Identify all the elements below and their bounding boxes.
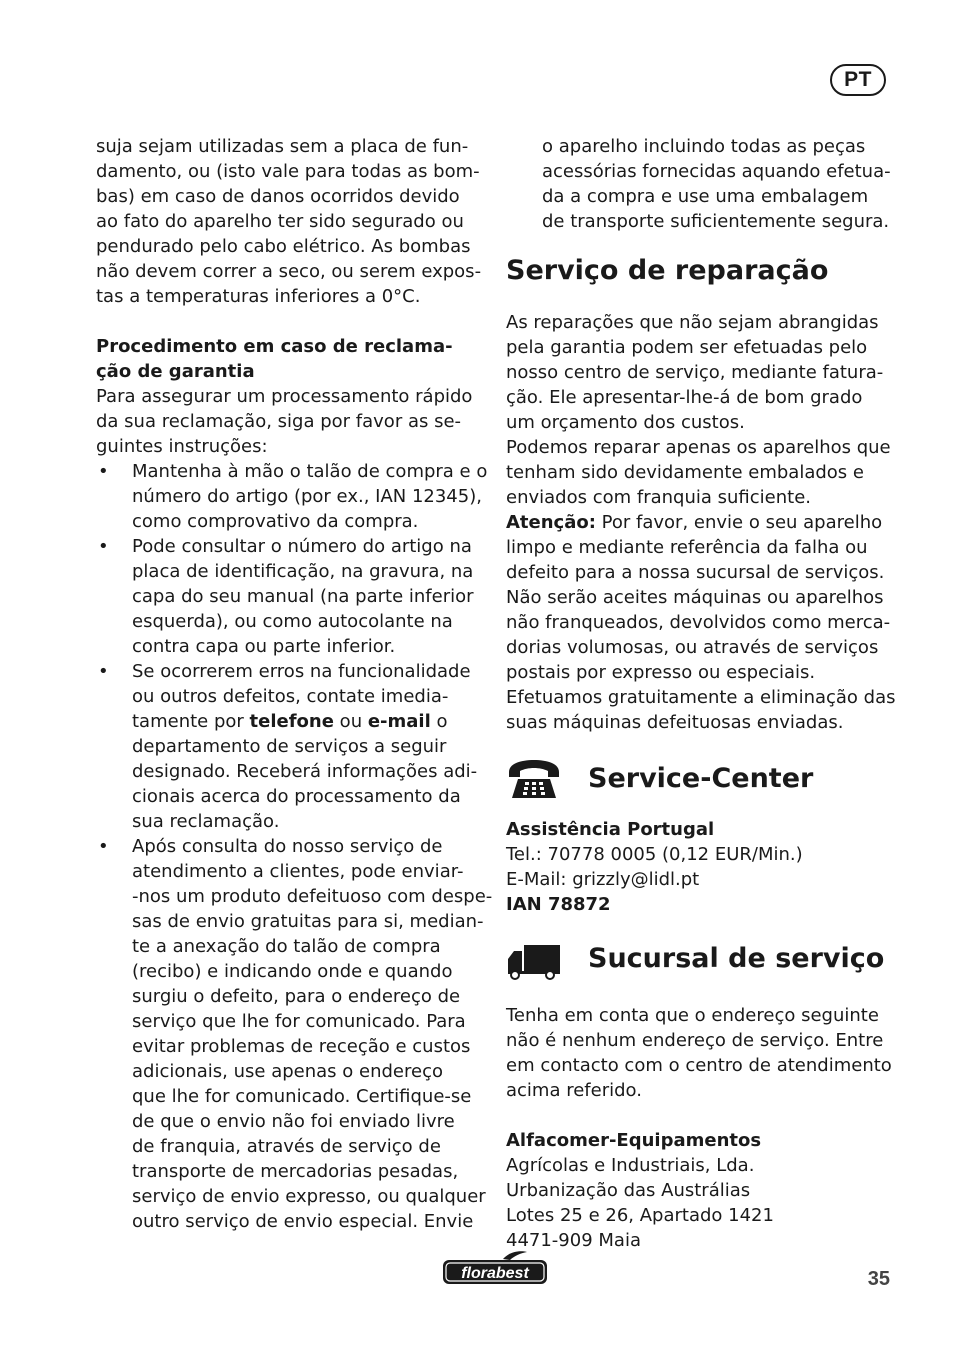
address-line: 4471-909 Maia (506, 1230, 641, 1251)
text-line: cionais acerca do processamento da (132, 786, 461, 807)
text-line: Não serão aceites máquinas ou aparelhos (506, 587, 884, 608)
text-line: guintes instruções: (96, 436, 268, 457)
claim-procedure-intro (96, 384, 484, 459)
text-line: capa do seu manual (na parte inferior (132, 586, 474, 607)
text-fragment: ou (333, 711, 368, 732)
heading-line: ção de garantia (96, 361, 255, 382)
text-line: bas) em caso de danos ocorridos devido (96, 186, 460, 207)
phone-label: telefone (249, 711, 334, 732)
text-line: enviados com franquia suficiente. (506, 487, 811, 508)
text-line: de que o envio não foi enviado livre (132, 1111, 455, 1132)
list-item (96, 534, 484, 659)
claim-procedure-heading (96, 334, 484, 384)
service-branch-header (506, 937, 894, 981)
text-line: -nos um produto defeituoso com despe- (132, 886, 493, 907)
text-line: em contacto com o centro de atendimento (506, 1055, 892, 1076)
assistance-name: Assistência Portugal (506, 819, 715, 840)
service-center-header (506, 757, 894, 801)
text-line: adicionais, use apenas o endereço (132, 1061, 443, 1082)
text-line: outro serviço de envio especial. Envie (132, 1211, 474, 1232)
repair-service-heading: Serviço de reparação (506, 255, 829, 286)
address-line: Urbanização das Austrálias (506, 1180, 751, 1201)
text-line: ou outros defeitos, contate imedia- (132, 686, 449, 707)
text-line: damento, ou (isto vale para todas as bom- (96, 161, 480, 182)
email-address: E-Mail: grizzly@lidl.pt (506, 869, 700, 890)
text-line: atendimento a clientes, pode enviar- (132, 861, 464, 882)
warranty-exclusion-paragraph (96, 134, 484, 309)
address-line: Agrícolas e Industriais, Lda. (506, 1155, 755, 1176)
text-line: não franqueados, devolvidos como merca- (506, 612, 891, 633)
service-branch-heading: Sucursal de serviço (588, 943, 885, 974)
text-line: suja sejam utilizadas sem a placa de fun- (96, 136, 469, 157)
text-line: pela garantia podem ser efetuadas pelo (506, 337, 868, 358)
email-label: e-mail (367, 711, 431, 732)
left-column (96, 134, 493, 1234)
text-line: da sua reclamação, siga por favor as se- (96, 411, 462, 432)
text-fragment: o (430, 711, 448, 732)
page-number: 35 (867, 1268, 890, 1290)
text-line: esquerda), ou como autocolante na (132, 611, 453, 632)
branch-address (506, 1128, 894, 1253)
text-line: Para assegurar um processamento rápido (96, 386, 473, 407)
list-item (96, 659, 484, 834)
text-line: não devem correr a seco, ou serem expos- (96, 261, 482, 282)
text-fragment: Por favor, envie o seu aparelho (595, 512, 883, 533)
text-line: sas de envio gratuitas para si, median- (132, 911, 484, 932)
text-line: número do artigo (por ex., IAN 12345), (132, 486, 482, 507)
text-line: Tenha em conta que o endereço seguinte (506, 1005, 879, 1026)
text-line: limpo e mediante referência da falha ou (506, 537, 868, 558)
repair-service-paragraph (506, 310, 894, 735)
text-line: transporte de mercadorias pesadas, (132, 1161, 459, 1182)
text-line: o aparelho incluindo todas as peças (542, 136, 866, 157)
text-line: não é nenhum endereço de serviço. Entre (506, 1030, 884, 1051)
list-item (96, 834, 493, 1234)
text-line: como comprovativo da compra. (132, 511, 419, 532)
text-line (132, 709, 484, 734)
text-line: dorias volumosas, ou através de serviços (506, 637, 879, 658)
text-line: acima referido. (506, 1080, 642, 1101)
text-line: que lhe for comunicado. Certifique-se (132, 1086, 472, 1107)
text-line: pendurado pelo cabo elétrico. As bombas (96, 236, 471, 257)
ian-number: IAN 78872 (506, 894, 611, 915)
attention-label: Atenção: (506, 512, 596, 533)
text-line: Podemos reparar apenas os aparelhos que (506, 437, 891, 458)
florabest-logo (441, 1250, 549, 1286)
text-line: • Mantenha à mão o talão de compra e o (132, 461, 488, 482)
text-line: As reparações que não sejam abrangidas (506, 312, 879, 333)
text-line: serviço de envio expresso, ou qualquer (132, 1186, 486, 1207)
text-line: postais por expresso ou especiais. (506, 662, 816, 683)
text-line: • Pode consultar o número do artigo na (132, 536, 472, 557)
text-line: departamento de serviços a seguir (132, 736, 447, 757)
telephone-icon (506, 757, 562, 801)
company-name: Alfacomer-Equipamentos (506, 1130, 762, 1151)
text-line: defeito para a nossa sucursal de serviços. (506, 562, 885, 583)
list-continuation (506, 134, 894, 234)
language-badge: PT (830, 64, 886, 96)
text-line: placa de identificação, na gravura, na (132, 561, 474, 582)
text-line: de transporte suficientemente segura. (542, 211, 890, 232)
text-line: evitar problemas de receção e custos (132, 1036, 471, 1057)
text-line: da a compra e use uma embalagem (542, 186, 869, 207)
phone-number: Tel.: 70778 0005 (0,12 EUR/Min.) (506, 844, 803, 865)
text-fragment: tamente por (132, 711, 250, 732)
text-line: ao fato do aparelho ter sido segurado ou (96, 211, 464, 232)
text-line: um orçamento dos custos. (506, 412, 745, 433)
address-line: Lotes 25 e 26, Apartado 1421 (506, 1205, 774, 1226)
service-branch-paragraph (506, 1003, 894, 1103)
truck-icon (506, 937, 562, 981)
text-line: • Se ocorrerem erros na funcionalidade (132, 661, 471, 682)
logo-text: florabest (461, 1265, 529, 1282)
text-line: surgiu o defeito, para o endereço de (132, 986, 461, 1007)
text-line: (recibo) e indicando onde e quando (132, 961, 453, 982)
text-line: contra capa ou parte inferior. (132, 636, 396, 657)
list-item (96, 459, 488, 534)
text-line: suas máquinas defeituosas enviadas. (506, 712, 844, 733)
text-line: serviço que lhe for comunicado. Para (132, 1011, 466, 1032)
text-line: ção. Ele apresentar-lhe-á de bom grado (506, 387, 863, 408)
heading-line: Procedimento em caso de reclama- (96, 336, 453, 357)
text-line: de franquia, através de serviço de (132, 1136, 441, 1157)
text-line: nosso centro de serviço, mediante fatura- (506, 362, 884, 383)
text-line: sua reclamação. (132, 811, 280, 832)
text-line: Efetuamos gratuitamente a eliminação das (506, 687, 896, 708)
service-center-contact (506, 817, 894, 917)
text-line: te a anexação do talão de compra (132, 936, 441, 957)
text-line: designado. Receberá informações adi- (132, 761, 478, 782)
text-line: acessórias fornecidas aquando efetua- (542, 161, 891, 182)
service-center-heading: Service-Center (588, 763, 814, 794)
right-column (506, 134, 894, 1253)
instructions-list (96, 459, 493, 1234)
text-line: tas a temperaturas inferiores a 0°C. (96, 286, 421, 307)
text-line: • Após consulta do nosso serviço de (132, 836, 443, 857)
text-line (506, 510, 894, 535)
text-line: tenham sido devidamente embalados e (506, 462, 864, 483)
